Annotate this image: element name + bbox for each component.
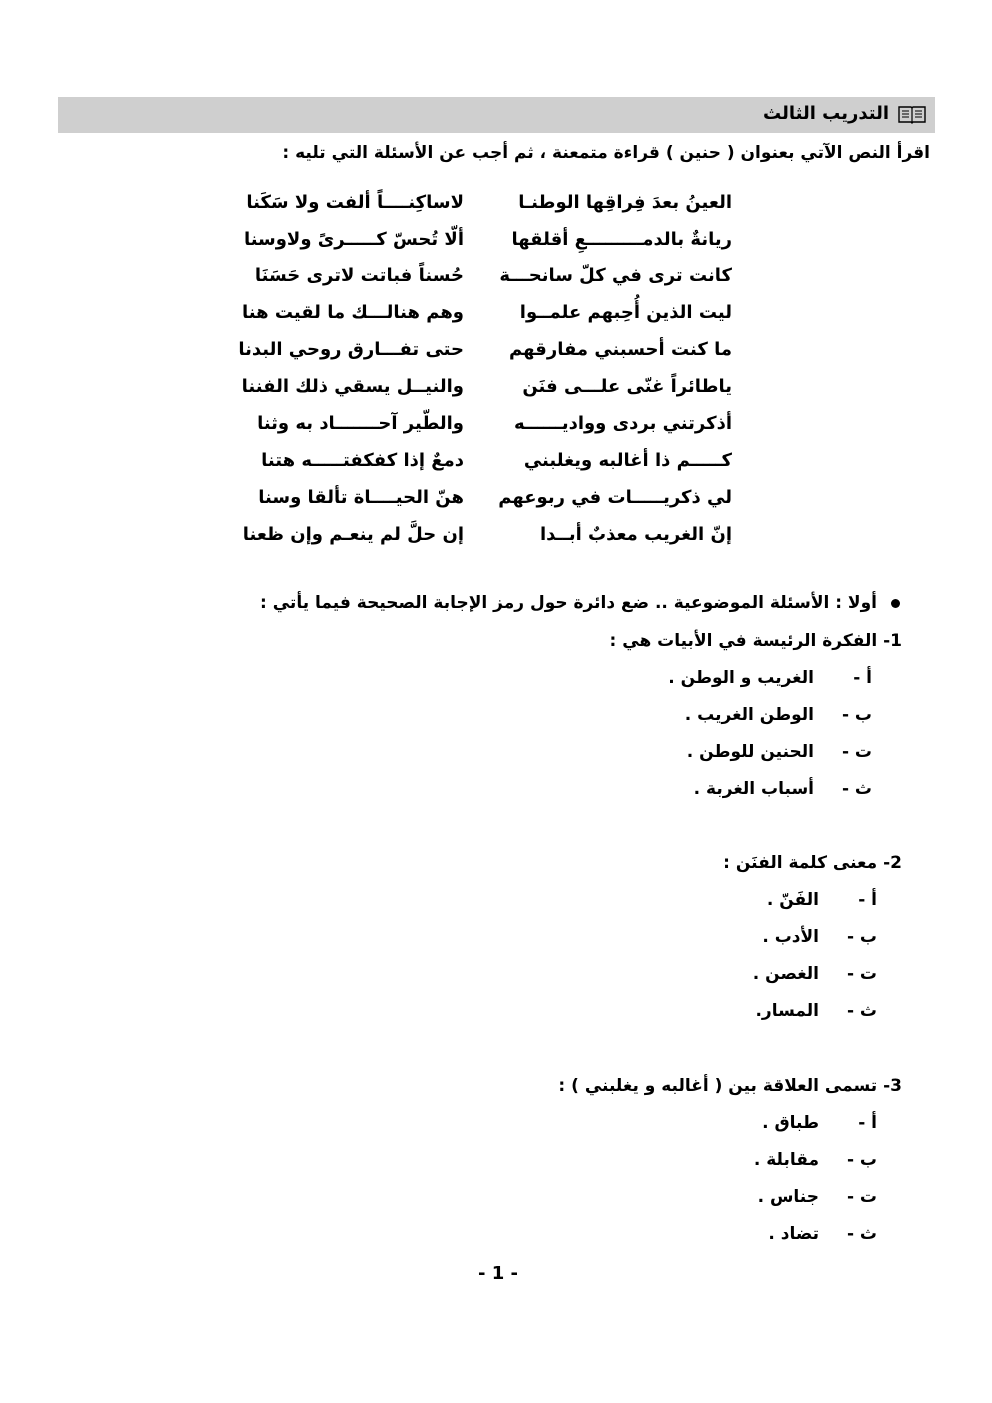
answer-option[interactable] [577, 890, 877, 918]
page-number: - 1 - [478, 1263, 518, 1284]
question-title: 3- تسمى العلاقة بين ( أغالبه و يغلبني ) : [558, 1076, 902, 1096]
verse-first-hemistich: ريانةٌ بالدمـــــــــعِ أقلقها [511, 229, 732, 250]
option-text: الحنين للوطن . [686, 742, 814, 762]
question-title: 1- الفكرة الرئيسة في الأبيات هي : [609, 631, 902, 651]
answer-option[interactable] [577, 1150, 877, 1178]
poem-verse [0, 450, 992, 486]
book-icon [897, 104, 927, 124]
verse-second-hemistich: لاساكِنــــاً ألفت ولا سَكَنا [246, 192, 464, 213]
option-letter: ت - [841, 742, 872, 762]
question-title: 2- معنى كلمة الفنَن : [723, 853, 902, 873]
verse-second-hemistich: هنّ الحيــــاة تألقا وسنا [258, 487, 464, 508]
answer-option[interactable] [572, 705, 872, 733]
poem-verse [0, 265, 992, 301]
option-text: أسباب الغربة . [693, 779, 814, 799]
option-text: المسار. [755, 1001, 819, 1021]
answer-option[interactable] [572, 742, 872, 770]
verse-first-hemistich: أذكرتني بردى وواديــــــه [514, 413, 732, 434]
option-text: تضاد . [768, 1224, 819, 1244]
option-letter: أ - [853, 668, 872, 688]
answer-option[interactable] [577, 927, 877, 955]
option-text: الأدب . [762, 927, 819, 947]
option-letter: ت - [846, 1187, 877, 1207]
option-letter: ت - [846, 964, 877, 984]
option-letter: ب - [846, 1150, 877, 1170]
option-letter: ث - [841, 779, 872, 799]
option-letter: ب - [846, 927, 877, 947]
objective-questions-heading [260, 593, 900, 613]
option-letter: ب - [841, 705, 872, 725]
answer-option[interactable] [577, 1224, 877, 1252]
reading-instruction: اقرأ النص الآتي بعنوان ( حنين ) قراءة متمعنة ، ثم أجب عن الأسئلة التي تليه : [282, 143, 930, 163]
option-letter: ث - [846, 1224, 877, 1244]
verse-second-hemistich: دمعٌ إذا كفكفتـــــه هتنا [261, 450, 464, 471]
option-text: الفَنّ . [766, 890, 819, 910]
section-title: أولا : الأسئلة الموضوعية .. ضع دائرة حول رمز الإجابة الصحيحة فيما يأتي : [260, 593, 877, 613]
poem-verse [0, 339, 992, 375]
verse-first-hemistich: ما كنت أحسبني مفارقهم [509, 339, 732, 360]
verse-second-hemistich: والطّير آحـــــــاد به وثنا [257, 413, 464, 434]
verse-second-hemistich: حتى تفـــارق روحي البدنا [238, 339, 464, 360]
exercise-header-bar [58, 97, 935, 133]
verse-second-hemistich: والنيــل يسقي ذلك الفننا [241, 376, 464, 397]
verse-second-hemistich: وهم هنالـــك ما لقيت هنا [241, 302, 464, 323]
option-text: طباق . [762, 1113, 819, 1133]
verse-first-hemistich: إنّ الغريب معذبٌ أبــدا [539, 524, 732, 545]
poem-verse [0, 229, 992, 265]
answer-option[interactable] [577, 1113, 877, 1141]
poem-verse [0, 487, 992, 523]
option-text: الغريب و الوطن . [668, 668, 814, 688]
poem-verse [0, 192, 992, 228]
verse-first-hemistich: ياطائراً غنّى علـــى فنَن [522, 376, 732, 397]
poem-verse [0, 524, 992, 560]
option-text: الغصن . [752, 964, 819, 984]
answer-option[interactable] [577, 964, 877, 992]
option-letter: أ - [858, 1113, 877, 1133]
verse-first-hemistich: ليت الذين أُحِبهم علمــوا [519, 302, 732, 323]
option-text: مقابلة . [753, 1150, 819, 1170]
verse-first-hemistich: كانت ترى في كلّ سانحـــة [499, 265, 732, 286]
answer-option[interactable] [577, 1187, 877, 1215]
verse-first-hemistich: لي ذكريـــــات في ربوعهم [498, 487, 732, 508]
answer-option[interactable] [572, 779, 872, 807]
option-letter: ث - [846, 1001, 877, 1021]
verse-second-hemistich: إن حلَّ لم ينعـم وإن ظعنا [242, 524, 464, 545]
option-letter: أ - [858, 890, 877, 910]
answer-option[interactable] [572, 668, 872, 696]
option-text: الوطن الغريب . [684, 705, 814, 725]
poem-verse [0, 376, 992, 412]
option-text: جناس . [757, 1187, 819, 1207]
verse-second-hemistich: ألّا تُحسّ كـــــرىً ولاوسنا [243, 229, 464, 250]
exercise-header [763, 103, 927, 124]
poem-verse [0, 413, 992, 449]
bullet-icon [891, 599, 900, 608]
verse-first-hemistich: كـــــم ذا أغالبه ويغلبني [523, 450, 732, 471]
answer-option[interactable] [577, 1001, 877, 1029]
poem-verse [0, 302, 992, 338]
verse-second-hemistich: حُسناً فباتت لاترى حَسَنَا [254, 265, 464, 286]
verse-first-hemistich: العينُ بعدَ فِراقِها الوطنـا [518, 192, 732, 213]
exercise-title: التدريب الثالث [763, 103, 889, 124]
